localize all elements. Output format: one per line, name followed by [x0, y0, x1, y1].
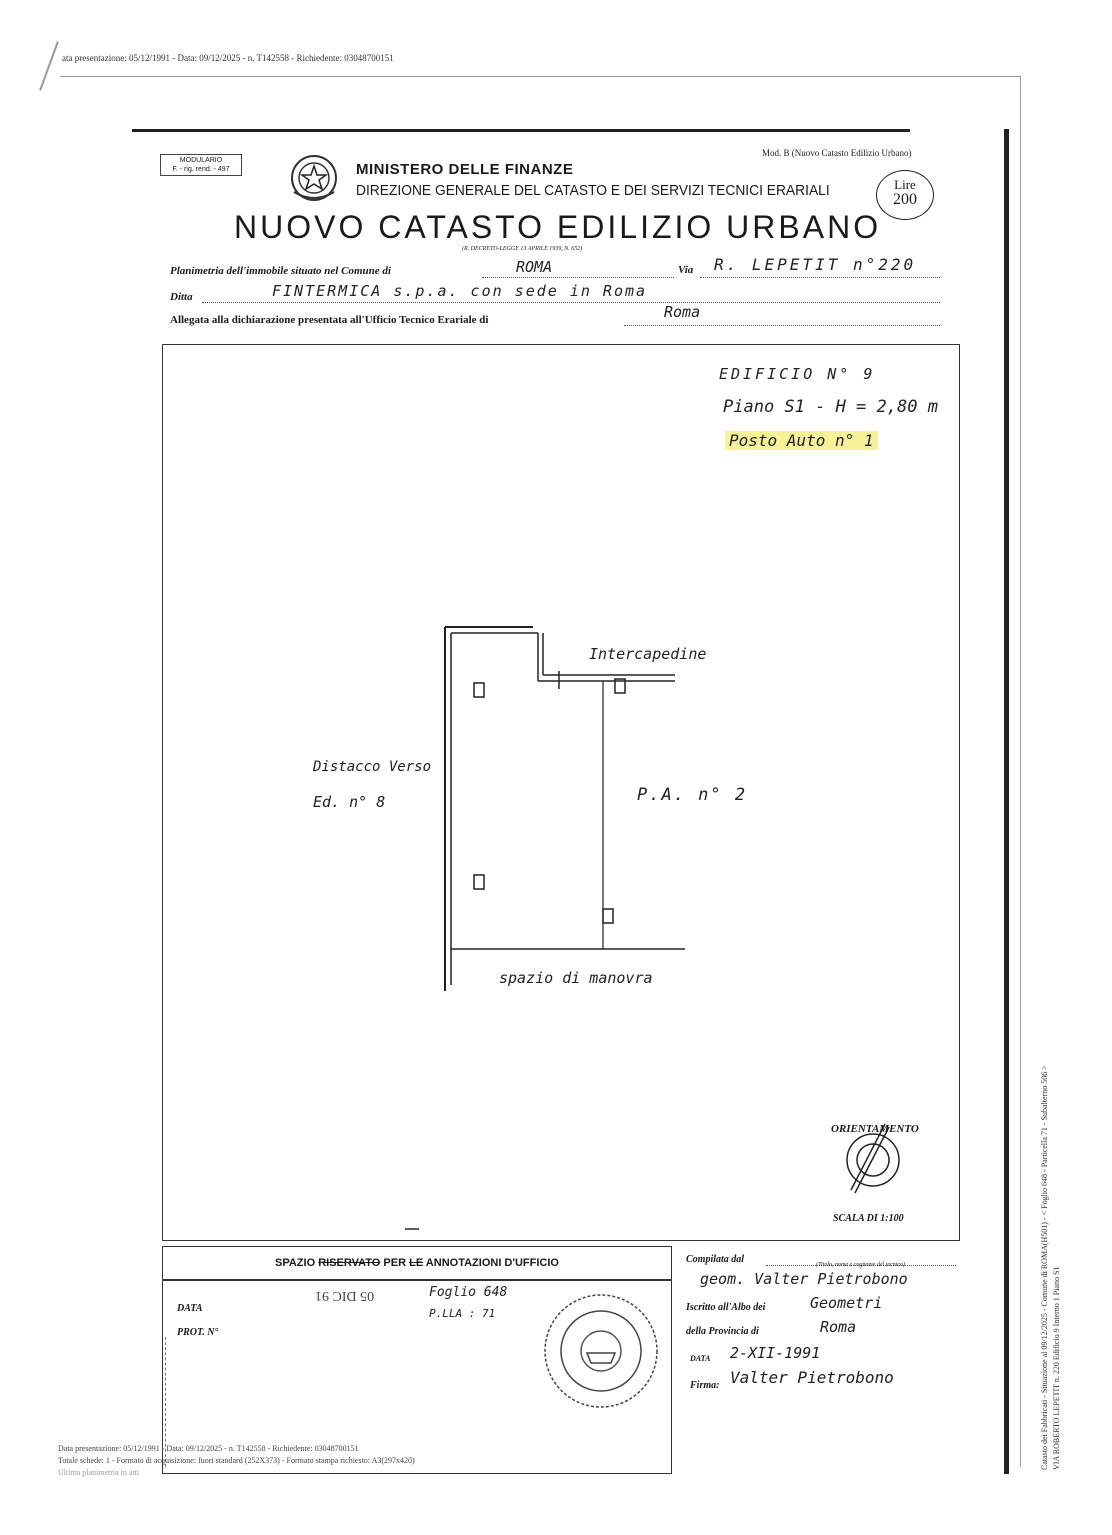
- direzione-title: DIREZIONE GENERALE DEL CATASTO E DEI SERVIZI TECNICI ERARIALI: [356, 182, 830, 199]
- modulario-box: [160, 154, 242, 176]
- compiler-data-value: 2-XII-1991: [730, 1344, 821, 1362]
- scala-label: SCALA DI 1:100: [833, 1213, 904, 1224]
- pen-mark: [39, 41, 59, 91]
- office-annotations: [162, 1246, 672, 1474]
- footer-line-1: Data presentazione: 05/12/1991 - Data: 09/12/2025 - n. T142558 - Richiedente: 03048700151: [58, 1444, 359, 1453]
- spazio-label: spazio di manovra: [499, 969, 653, 987]
- edificio-note: EDIFICIO N° 9: [719, 365, 876, 383]
- plan-drawing: [163, 345, 959, 1240]
- ditta-line: [202, 302, 940, 303]
- provincia-label: della Provincia di: [686, 1326, 759, 1337]
- iscritto-label: Iscritto all'Albo dei: [686, 1302, 766, 1313]
- office-prot-label: PROT. N°: [177, 1327, 219, 1338]
- lire-stamp: [876, 170, 934, 220]
- top-stamp: ata presentazione: 05/12/1991 - Data: 09/12/2025 - n. T142558 - Richiedente: 03048700151: [62, 53, 394, 63]
- floor-plan: [162, 344, 960, 1241]
- ministero-title: MINISTERO DELLE FINANZE: [356, 161, 574, 178]
- compilata-value: geom. Valter Pietrobono: [700, 1270, 908, 1288]
- round-stamp-icon: [541, 1291, 663, 1413]
- provincia-value: Roma: [820, 1318, 857, 1336]
- office-title-part3: ANNOTAZIONI D'UFFICIO: [423, 1257, 559, 1269]
- footer-line-3: Ultima planimetria in atti: [58, 1468, 140, 1477]
- iscritto-value: Geometri: [810, 1294, 883, 1312]
- via-line: [700, 277, 940, 278]
- nceu-title: NUOVO CATASTO EDILIZIO URBANO: [234, 209, 882, 245]
- ufficio-value: Roma: [664, 303, 701, 321]
- planimetria-label: Planimetria dell'immobile situato nel Comune di: [170, 265, 391, 277]
- distacco-label-1: Distacco Verso: [313, 759, 432, 775]
- office-foglio: Foglio 648: [429, 1285, 508, 1300]
- emblem-icon: [286, 152, 342, 204]
- office-particella: P.LLA : 71: [429, 1307, 496, 1320]
- allegata-label: Allegata alla dichiarazione presentata all'Ufficio Tecnico Erariale di: [170, 314, 489, 326]
- firma-value: Valter Pietrobono: [730, 1368, 894, 1387]
- mod-b-label: Mod. B (Nuovo Catasto Edilizio Urbano): [762, 148, 912, 158]
- lire-value: 200: [893, 191, 917, 208]
- office-data-label: DATA: [177, 1303, 203, 1314]
- via-label: Via: [678, 264, 694, 276]
- office-title-riservato: RISERVATO: [318, 1257, 381, 1269]
- side-text-2: VIA ROBERTO LEPETIT n. 220 Edificio 9 Interno 1 Piano S1: [1052, 1266, 1061, 1470]
- piano-note: Piano S1 - H = 2,80 m: [723, 397, 938, 417]
- compilata-label: Compilata dal: [686, 1254, 745, 1265]
- comune-value: ROMA: [516, 258, 553, 276]
- ufficio-line: [624, 325, 940, 326]
- office-title-part1: SPAZIO: [275, 1257, 319, 1269]
- right-rule: [1004, 129, 1009, 1474]
- posto-auto-note: Posto Auto n° 1: [725, 431, 878, 450]
- compiler-data-label: DATA: [690, 1354, 711, 1363]
- orientamento-label: ORIENTAMENTO: [831, 1123, 919, 1135]
- distacco-label-2: Ed. n° 8: [313, 793, 386, 811]
- office-title-le: LE: [409, 1257, 424, 1269]
- office-title: [163, 1247, 671, 1281]
- modulario-sub: F. - rig. rend. - 497: [172, 166, 230, 173]
- footer-line-2: Totale schede: 1 - Formato di acquisizione: fuori standard (252X373) - Formato stampa richiesto: A3(297x420): [58, 1456, 415, 1465]
- lire-label: Lire: [894, 177, 916, 192]
- office-title-part2: PER: [380, 1257, 410, 1269]
- compilata-hint: (Titolo, nome e cognome del tecnico): [816, 1262, 905, 1268]
- comune-line: [482, 277, 674, 278]
- side-text-1: Catasto dei Fabbricati - Situazione al 09/12/2025 - Comune di ROMA(H501) - < Foglio 648 - Particella 71 - Subalterno 506 >: [1040, 1065, 1049, 1470]
- via-value: R. LEPETIT n°220: [714, 255, 917, 274]
- modulario-label: MODULARIO: [179, 157, 223, 164]
- pa-label: P.A. n° 2: [637, 785, 748, 805]
- decree-ref: (R. DECRETO-LEGGE 13 APRILE 1939, N. 652): [462, 246, 583, 252]
- firma-label: Firma:: [690, 1380, 720, 1391]
- ditta-label: Ditta: [170, 291, 193, 303]
- ditta-value: FINTERMICA s.p.a. con sede in Roma: [272, 282, 648, 300]
- top-rule: [132, 129, 910, 132]
- office-date-stamp: 05 DIC 91: [315, 1288, 375, 1303]
- intercapedine-label: Intercapedine: [589, 645, 707, 663]
